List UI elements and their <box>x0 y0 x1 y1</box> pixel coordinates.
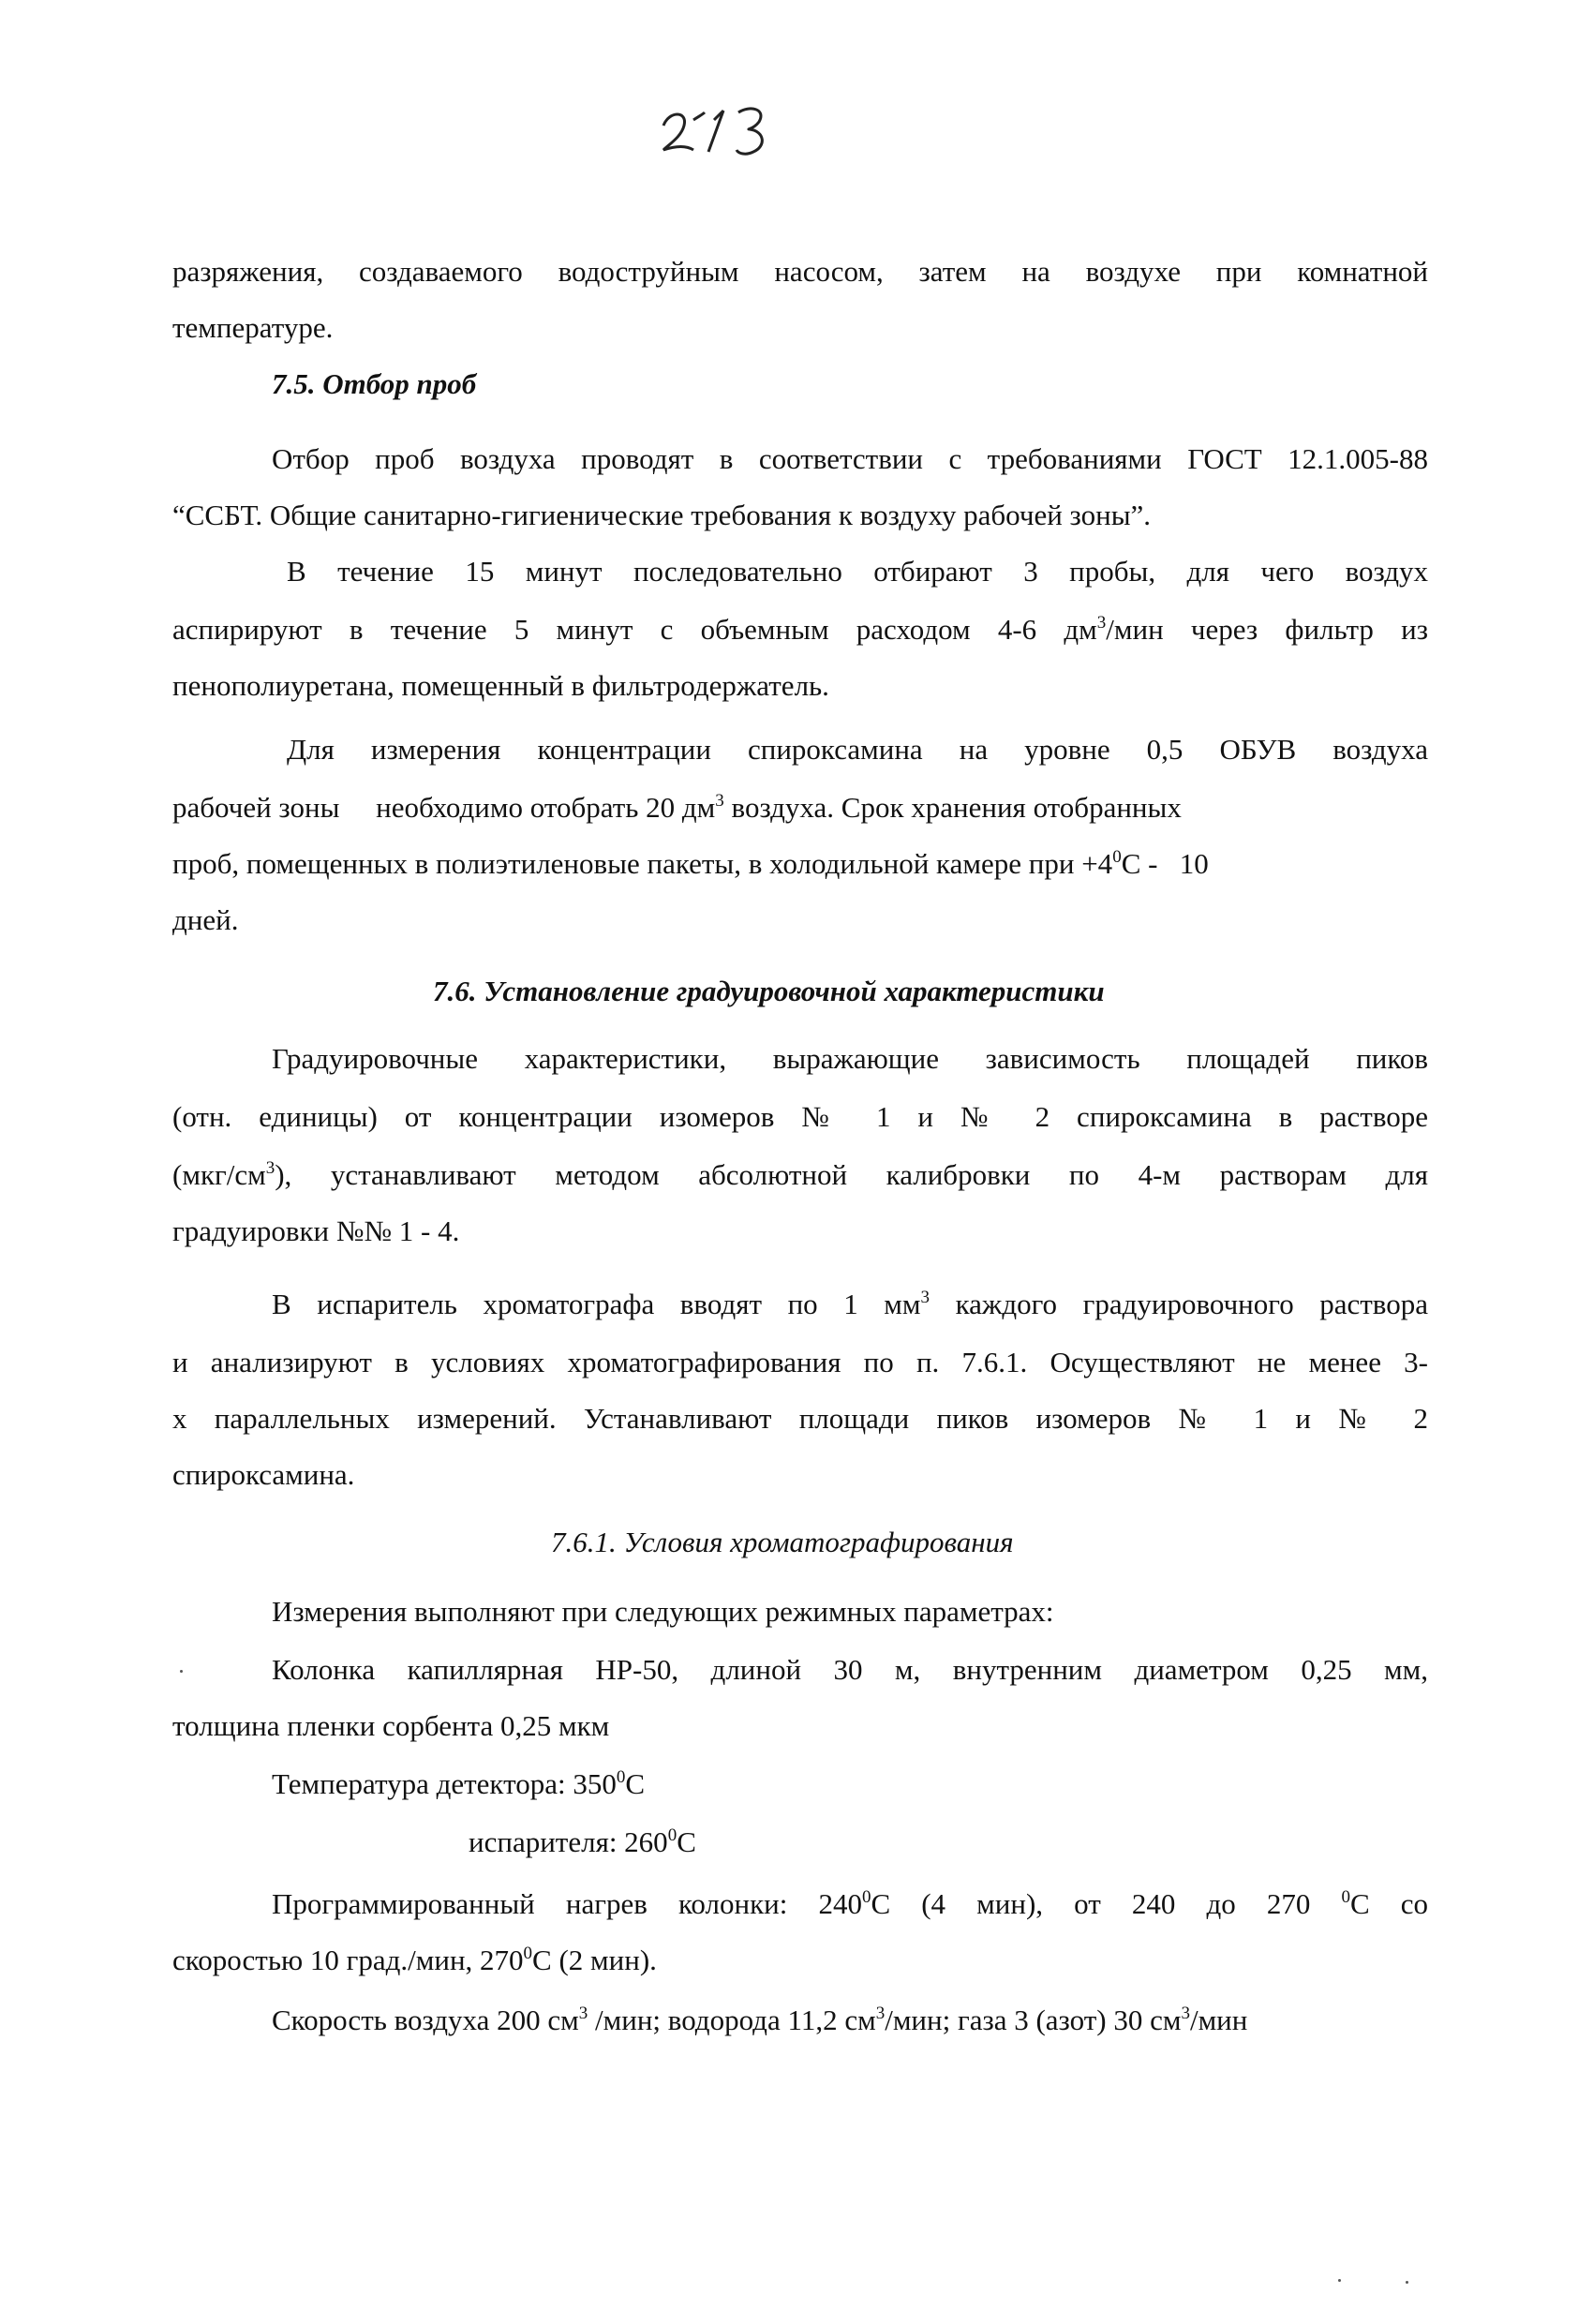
superscript: 3 <box>1096 613 1107 633</box>
scan-speck <box>1338 2279 1341 2282</box>
superscript: 3 <box>920 1288 930 1307</box>
text-line <box>272 2002 1527 2039</box>
text-fragment: В испаритель хроматографа вводят по 1 мм <box>272 1288 921 1320</box>
text-line: дней. <box>172 903 239 936</box>
superscript: 0 <box>861 1887 871 1907</box>
scan-speck <box>1406 2281 1408 2284</box>
text-line <box>272 1286 1428 1323</box>
text-line: х параллельных измерений. Устанавливают площади пиков изомеров № 1 и № 2 <box>172 1402 1428 1435</box>
text-line: спироксамина. <box>172 1458 355 1491</box>
text-fragment: аспирируют в течение 5 минут с объемным расходом 4-6 дм <box>172 613 1097 646</box>
superscript: 0 <box>1341 1887 1350 1907</box>
text-line: пенополиуретана, помещенный в фильтродержатель. <box>172 669 829 702</box>
text-line <box>172 611 1428 648</box>
text-line: “ССБТ. Общие санитарно-гигиенические требования к воздуху рабочей зоны”. <box>172 499 1152 531</box>
text-fragment: Программированный нагрев колонки: 240 <box>272 1887 862 1920</box>
text-fragment: С - 10 <box>1121 847 1209 880</box>
text-line <box>172 845 1428 883</box>
text-line: Измерения выполняют при следующих режимных параметрах: <box>272 1595 1054 1628</box>
text-fragment: /мин через фильтр из <box>1106 613 1428 646</box>
text-line <box>272 1885 1428 1923</box>
text-fragment: скоростью 10 град./мин, 270 <box>172 1944 524 1976</box>
superscript: 3 <box>875 2004 886 2023</box>
text-fragment: С со <box>1349 1887 1429 1920</box>
text-line: разряжения, создаваемого водоструйным насосом, затем на воздухе при комнатной <box>172 255 1428 288</box>
text-line: Градуировочные характеристики, выражающие зависимость площадей пиков <box>272 1042 1428 1075</box>
text-fragment: С (2 мин). <box>532 1944 657 1976</box>
text-fragment: С (4 мин), от 240 до 270 <box>871 1887 1342 1920</box>
text-fragment: ), устанавливают методом абсолютной калибровки по 4-м растворам для <box>275 1158 1428 1191</box>
text-fragment: каждого градуировочного раствора <box>930 1288 1428 1320</box>
text-fragment: рабочей зоны необходимо отобрать 20 дм <box>172 791 716 824</box>
text-line: (отн. единицы) от концентрации изомеров № 1 и № 2 спироксамина в растворе <box>172 1100 1428 1133</box>
text-fragment: Температура детектора: 350 <box>272 1767 617 1800</box>
text-fragment: /мин; водорода 11,2 см <box>588 2004 876 2036</box>
superscript: 3 <box>578 2004 588 2023</box>
text-fragment: Скорость воздуха 200 см <box>272 2004 579 2036</box>
text-line: градуировки №№ 1 - 4. <box>172 1214 460 1247</box>
text-line <box>172 1156 1428 1194</box>
superscript: 0 <box>616 1767 626 1787</box>
text-line: толщина пленки сорбента 0,25 мкм <box>172 1709 610 1742</box>
superscript: 0 <box>523 1944 533 1963</box>
text-line: Колонка капиллярная НР-50, длиной 30 м, внутренним диаметром 0,25 мм, <box>272 1653 1428 1686</box>
text-line <box>172 1942 1428 1979</box>
superscript: 3 <box>265 1158 275 1178</box>
subsection-heading-7-6-1: 7.6.1. Условия хроматографирования <box>551 1526 1014 1558</box>
scan-speck <box>180 1670 183 1673</box>
text-fragment: /мин <box>1189 2004 1248 2036</box>
section-heading-7-6: 7.6. Установление градуировочной характеристики <box>433 975 1105 1007</box>
superscript: 3 <box>715 791 724 811</box>
text-line: Для измерения концентрации спироксамина на уровне 0,5 ОБУВ воздуха <box>287 733 1428 766</box>
superscript: 3 <box>1181 2004 1190 2023</box>
text-line: и анализируют в условиях хроматографирования по п. 7.6.1. Осуществляют не менее 3- <box>172 1346 1428 1378</box>
text-line: температуре. <box>172 311 334 344</box>
superscript: 0 <box>1112 847 1122 867</box>
text-fragment: воздуха. Срок хранения отобранных <box>723 791 1182 824</box>
text-fragment: С <box>677 1825 696 1858</box>
page-number-handwriting <box>656 101 806 157</box>
text-fragment: испарителя: 260 <box>469 1825 668 1858</box>
text-line <box>272 1765 1527 1803</box>
text-fragment: (мкг/см <box>172 1158 266 1191</box>
text-fragment: проб, помещенных в полиэтиленовые пакеты, в холодильной камере при +4 <box>172 847 1113 880</box>
text-line: В течение 15 минут последовательно отбирают 3 пробы, для чего воздух <box>287 555 1428 588</box>
text-fragment: С <box>625 1767 646 1800</box>
text-line: Отбор проб воздуха проводят в соответствии с требованиями ГОСТ 12.1.005-88 <box>272 442 1428 475</box>
superscript: 0 <box>667 1825 677 1845</box>
text-line <box>172 789 1428 827</box>
section-heading-7-5: 7.5. Отбор проб <box>272 367 477 400</box>
text-line <box>469 1824 1593 1861</box>
text-fragment: /мин; газа 3 (азот) 30 см <box>885 2004 1182 2036</box>
handwritten-page-number <box>656 101 806 157</box>
